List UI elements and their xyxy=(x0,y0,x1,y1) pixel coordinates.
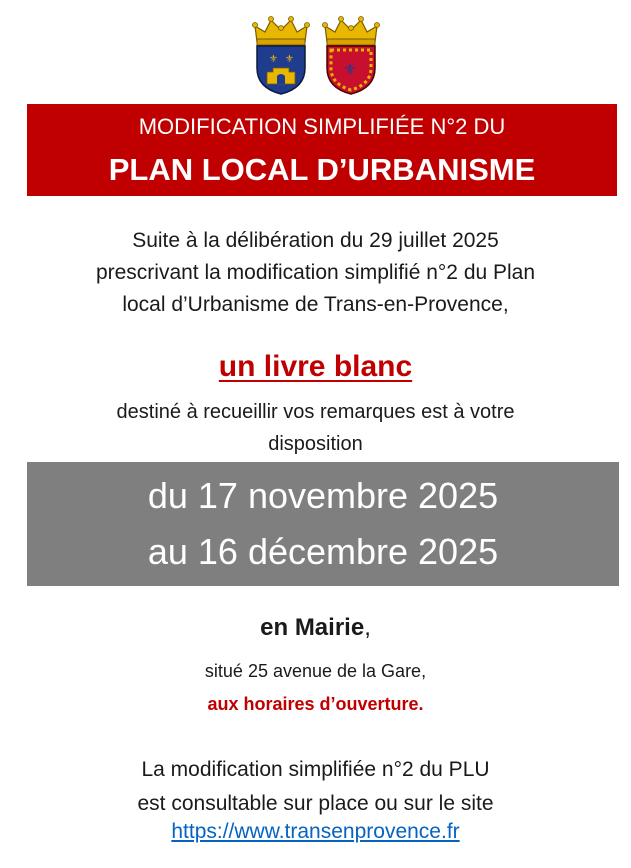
coat-of-arms-red-icon xyxy=(319,12,383,96)
livre-blanc-heading: un livre blanc xyxy=(218,350,413,383)
coat-of-arms-blue-icon xyxy=(249,12,313,96)
date-from: du 17 novembre 2025 xyxy=(147,475,499,516)
svg-text:⚜: ⚜ xyxy=(342,60,357,79)
consult-text xyxy=(0,753,631,821)
dates-banner xyxy=(27,462,619,586)
intro-line-1: Suite à la délibération du 29 juillet 2025 xyxy=(132,229,499,252)
crests xyxy=(0,12,631,96)
website-link[interactable]: https://www.transenprovence.fr xyxy=(171,820,460,843)
date-to: au 16 décembre 2025 xyxy=(147,531,499,572)
title-line-2: PLAN LOCAL D’URBANISME xyxy=(108,152,536,187)
disposition-line-1: destiné à recueillir vos remarques est à votre xyxy=(116,401,515,423)
intro-line-2: prescrivant la modification simplifié n°2 du Plan xyxy=(95,261,536,284)
intro-line-3: local d’Urbanisme de Trans-en-Provence, xyxy=(122,293,509,316)
disposition-line-2: disposition xyxy=(268,433,363,455)
title-line-1: MODIFICATION SIMPLIFIÉE N°2 DU xyxy=(138,114,506,139)
address-text: situé 25 avenue de la Gare, xyxy=(204,661,427,681)
disposition-text xyxy=(0,396,631,460)
consult-line-1: La modification simplifiée n°2 du PLU xyxy=(141,758,490,781)
svg-text:⚜: ⚜ xyxy=(268,54,278,65)
opening-hours-text: aux horaires d’ouverture. xyxy=(207,694,424,714)
mairie-label: en Mairie xyxy=(260,614,365,641)
consult-line-2: est consultable sur place ou sur le site xyxy=(137,792,494,815)
mairie-comma: , xyxy=(364,614,371,641)
intro-paragraph xyxy=(0,225,631,321)
title-banner xyxy=(27,104,617,196)
svg-text:⚜: ⚜ xyxy=(284,54,294,65)
mairie-heading xyxy=(0,614,631,642)
